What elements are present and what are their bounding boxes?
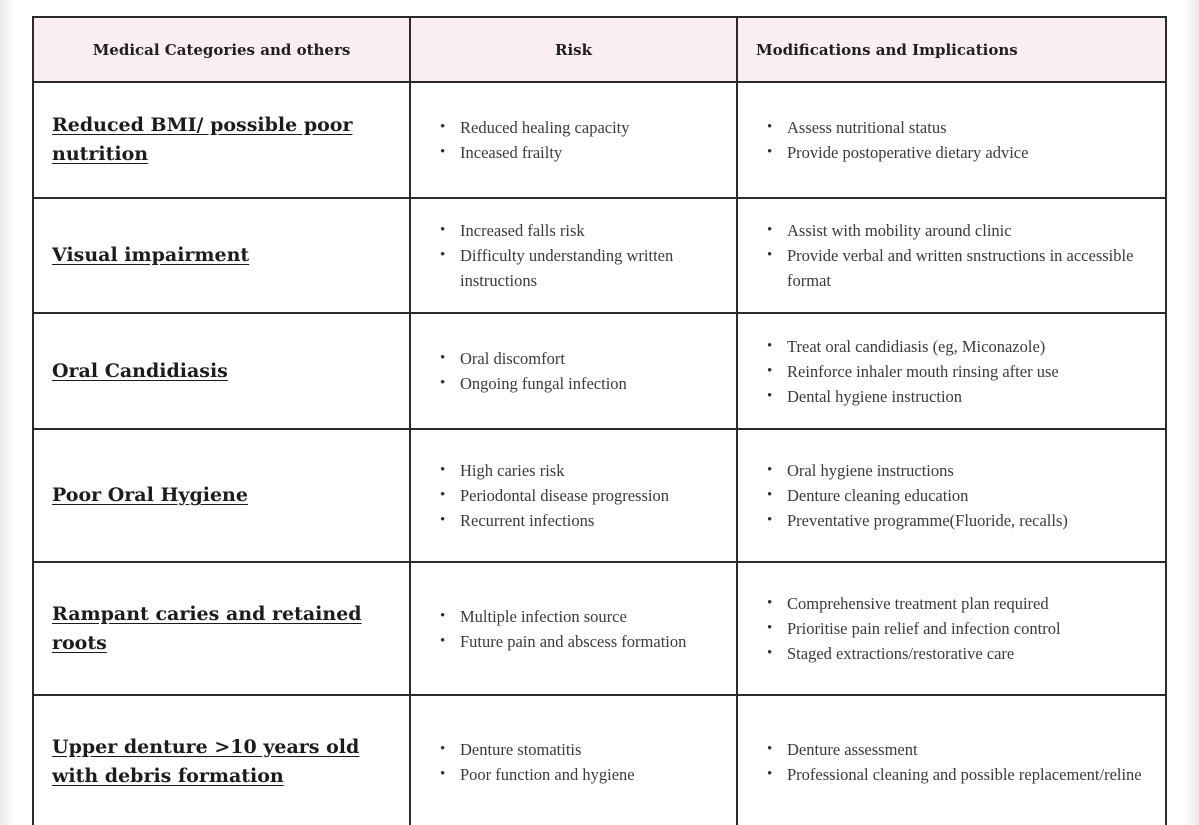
modifications-list	[739, 737, 1164, 787]
category-cell: Reduced BMI/ possible poor nutrition	[33, 82, 410, 198]
category-cell: Rampant caries and retained roots	[33, 562, 410, 695]
list-item: • Staged extractions/restorative care	[787, 641, 1150, 666]
list-item: • Reinforce inhaler mouth rinsing after use	[787, 359, 1150, 384]
modifications-list	[739, 334, 1164, 409]
list-item: • Assist with mobility around clinic	[787, 218, 1150, 243]
list-item: • Denture stomatitis	[460, 737, 721, 762]
list-item: • Assess nutritional status	[787, 115, 1150, 140]
table-row	[33, 695, 1166, 825]
list-item: • Inceased frailty	[460, 140, 721, 165]
modifications-cell	[737, 198, 1166, 313]
table-row	[33, 313, 1166, 429]
table-header-row	[33, 17, 1166, 82]
list-item: • Reduced healing capacity	[460, 115, 721, 140]
table-row	[33, 82, 1166, 198]
modifications-cell	[737, 429, 1166, 562]
list-item: • Provide verbal and written snstructions in accessible format	[787, 243, 1150, 293]
modifications-cell	[737, 82, 1166, 198]
risk-cell	[410, 82, 737, 198]
list-item: • Provide postoperative dietary advice	[787, 140, 1150, 165]
list-item: • Dental hygiene instruction	[787, 384, 1150, 409]
modifications-list	[739, 218, 1164, 293]
risk-list	[412, 115, 735, 165]
list-item: • Prioritise pain relief and infection control	[787, 616, 1150, 641]
modifications-cell	[737, 695, 1166, 825]
list-item: • Denture cleaning education	[787, 483, 1150, 508]
header-risk: Risk	[410, 17, 737, 82]
list-item: • Preventative programme(Fluoride, recalls)	[787, 508, 1150, 533]
header-modifications: Modifications and Implications	[737, 17, 1166, 82]
table-row	[33, 198, 1166, 313]
list-item: • Poor function and hygiene	[460, 762, 721, 787]
risk-cell	[410, 198, 737, 313]
list-item: • Ongoing fungal infection	[460, 371, 721, 396]
risk-cell	[410, 695, 737, 825]
header-category: Medical Categories and others	[33, 17, 410, 82]
list-item: • Increased falls risk	[460, 218, 721, 243]
list-item: • Comprehensive treatment plan required	[787, 591, 1150, 616]
category-cell: Oral Candidiasis	[33, 313, 410, 429]
list-item: • Oral discomfort	[460, 346, 721, 371]
modifications-cell	[737, 313, 1166, 429]
right-page-shadow	[1185, 0, 1199, 825]
list-item: • Professional cleaning and possible replacement/reline	[787, 762, 1150, 787]
care-considerations-table	[32, 16, 1167, 825]
risk-list	[412, 346, 735, 396]
table-row	[33, 562, 1166, 695]
modifications-list	[739, 591, 1164, 666]
category-cell: Visual impairment	[33, 198, 410, 313]
list-item: • Periodontal disease progression	[460, 483, 721, 508]
modifications-list	[739, 458, 1164, 533]
list-item: • Multiple infection source	[460, 604, 721, 629]
category-cell: Upper denture >10 years old with debris formation	[33, 695, 410, 825]
risk-cell	[410, 562, 737, 695]
modifications-list	[739, 115, 1164, 165]
risk-list	[412, 737, 735, 787]
list-item: • Difficulty understanding written instructions	[460, 243, 721, 293]
risk-cell	[410, 313, 737, 429]
modifications-cell	[737, 562, 1166, 695]
risk-cell	[410, 429, 737, 562]
list-item: • Oral hygiene instructions	[787, 458, 1150, 483]
list-item: • Future pain and abscess formation	[460, 629, 721, 654]
category-cell: Poor Oral Hygiene	[33, 429, 410, 562]
left-page-shadow	[0, 0, 14, 825]
list-item: • High caries risk	[460, 458, 721, 483]
table-row	[33, 429, 1166, 562]
risk-list	[412, 218, 735, 293]
list-item: • Denture assessment	[787, 737, 1150, 762]
list-item: • Recurrent infections	[460, 508, 721, 533]
risk-list	[412, 458, 735, 533]
risk-list	[412, 604, 735, 654]
list-item: • Treat oral candidiasis (eg, Miconazole)	[787, 334, 1150, 359]
